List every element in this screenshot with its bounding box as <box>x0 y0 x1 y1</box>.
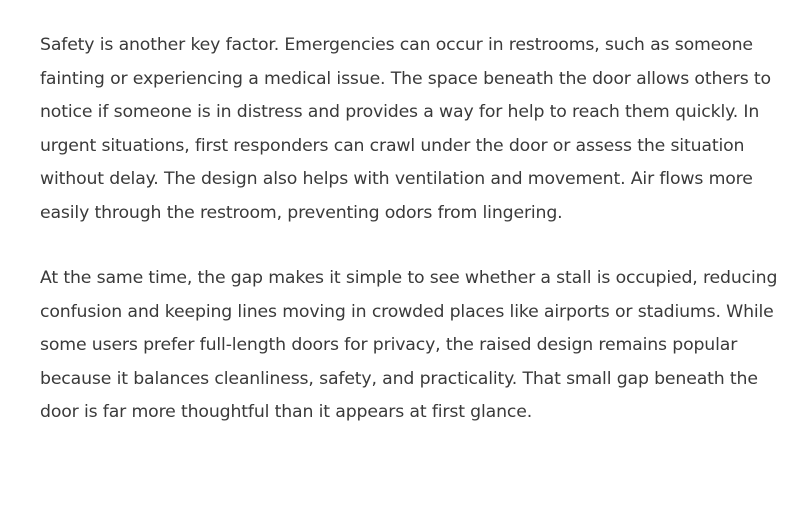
paragraph-occupancy: At the same time, the gap makes it simple to see whether a stall is occupied, reducing confusion and keeping lines moving in crowded places like airports or stadiums. While some users prefer full-length doors for privacy, the raised design remains popular because it balances cleanliness, safety, and practicality. That small gap beneath the door is far more thoughtful than it appears at first glance. <box>40 268 778 422</box>
paragraph-safety: Safety is another key factor. Emergencies can occur in restrooms, such as someone fainting or experiencing a medical issue. The space beneath the door allows others to notice if someone is in distress and provides a way for help to reach them quickly. In urgent situations, first responders can crawl under the door or assess the situation without delay. The design also helps with ventilation and movement. Air flows more easily through the restroom, preventing odors from lingering. <box>40 35 771 223</box>
article-body <box>40 29 780 430</box>
